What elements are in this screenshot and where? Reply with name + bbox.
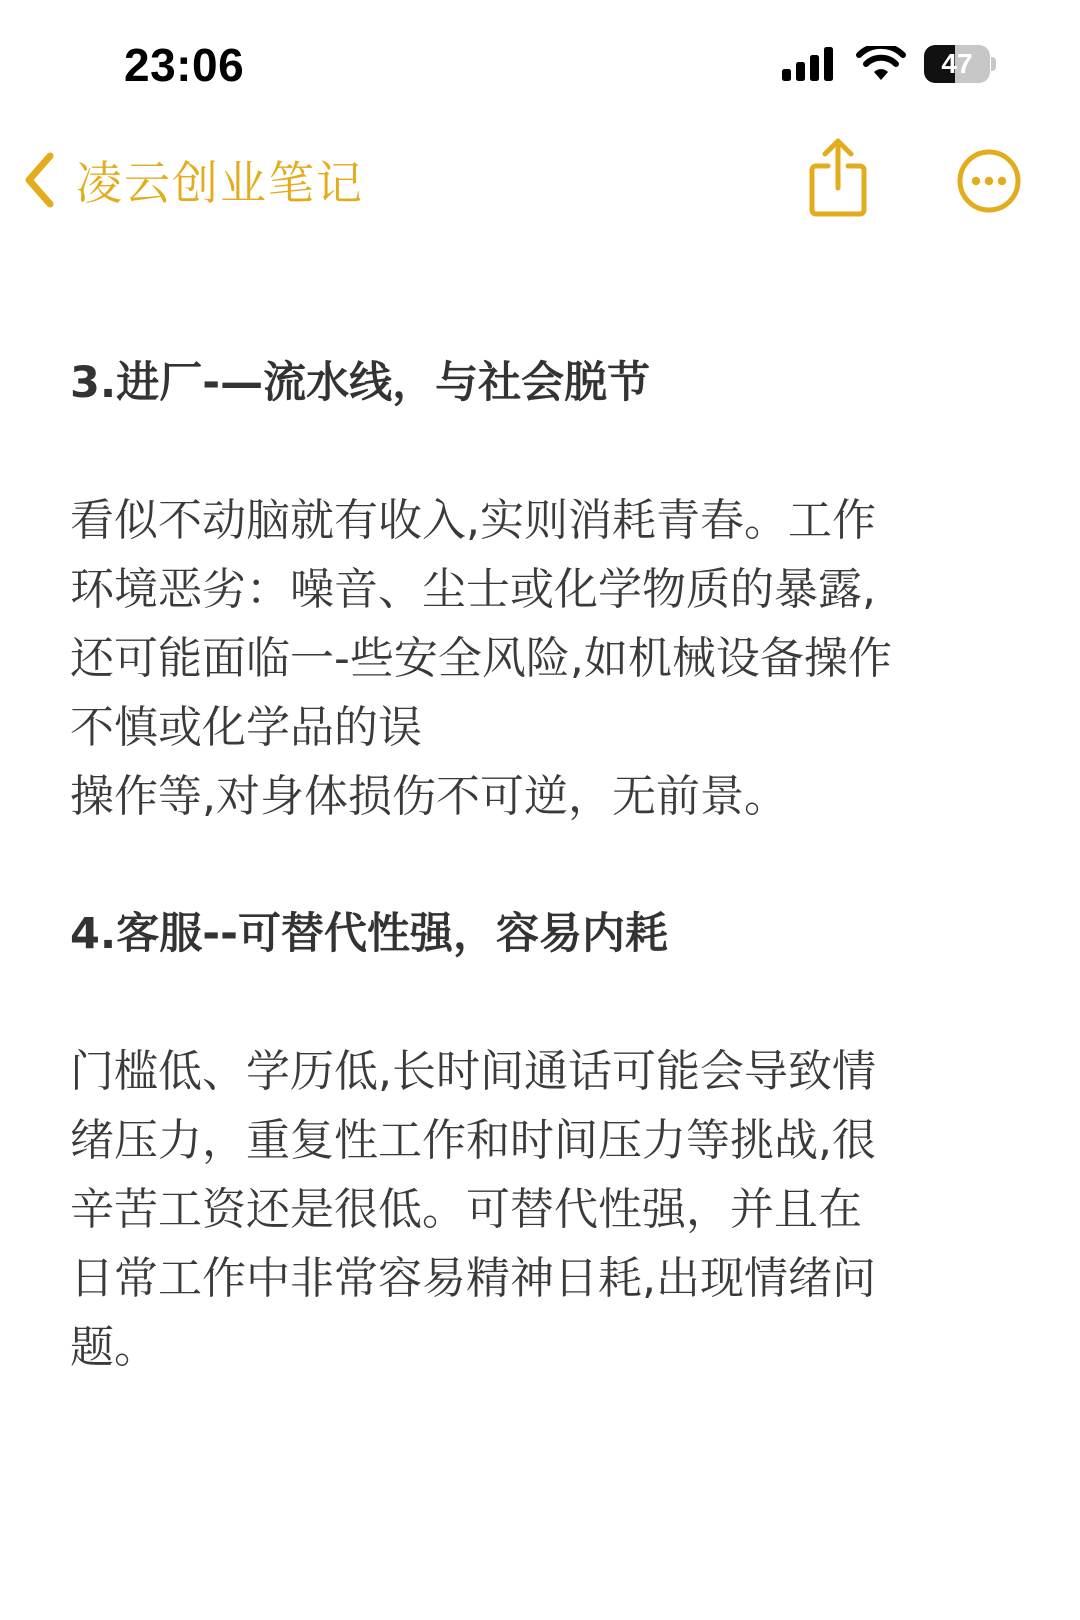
cellular-signal-icon [782,47,838,81]
back-button[interactable] [22,142,364,218]
more-ellipsis-icon [956,148,1022,214]
chevron-left-icon [22,151,56,209]
status-icons [782,44,996,84]
more-button[interactable] [956,148,1022,214]
battery-level: 47 [941,48,973,79]
section-heading: 4.客服--可替代性强，容易内耗 [70,909,668,959]
status-bar [0,0,1080,120]
paragraph-spacer [70,969,1020,1037]
paragraph-spacer [70,418,1020,486]
paragraph-line: 绪压力，重复性工作和时间压力等挑战,很 [70,1115,876,1166]
paragraph-line: 门槛低、学历低,长时间通话可能会导致情 [70,1046,876,1097]
battery-cap [991,57,996,71]
section-heading: 3.进厂-—流水线，与社会脱节 [70,358,651,408]
back-label: 凌云创业笔记 [76,156,364,210]
battery-body [924,45,990,83]
nav-bar [0,130,1080,230]
wifi-icon [856,46,906,82]
paragraph-line: 辛苦工资还是很低。可替代性强，并且在 [70,1184,862,1235]
paragraph-line: 操作等,对身体损伤不可逆，无前景。 [70,771,788,822]
share-button[interactable] [806,136,870,220]
section-paragraph [70,1037,1020,1382]
status-time: 23:06 [124,39,245,91]
paragraph-line: 不慎或化学品的误 [70,702,422,753]
paragraph-line: 环境恶劣：噪音、尘士或化学物质的暴露, [70,564,876,615]
paragraph-line: 题。 [70,1322,158,1373]
paragraph-line: 日常工作中非常容易精神日耗,出现情绪问 [70,1253,876,1304]
paragraph-line: 还可能面临一-些安全风险,如机械设备操作 [70,633,892,684]
paragraph-spacer [70,831,1020,899]
paragraph-line: 看似不动脑就有收入,实则消耗青春。工作 [70,495,876,546]
note-body[interactable] [70,348,1020,1382]
battery-icon [924,45,996,83]
section-paragraph [70,486,1020,831]
share-icon [806,136,870,220]
